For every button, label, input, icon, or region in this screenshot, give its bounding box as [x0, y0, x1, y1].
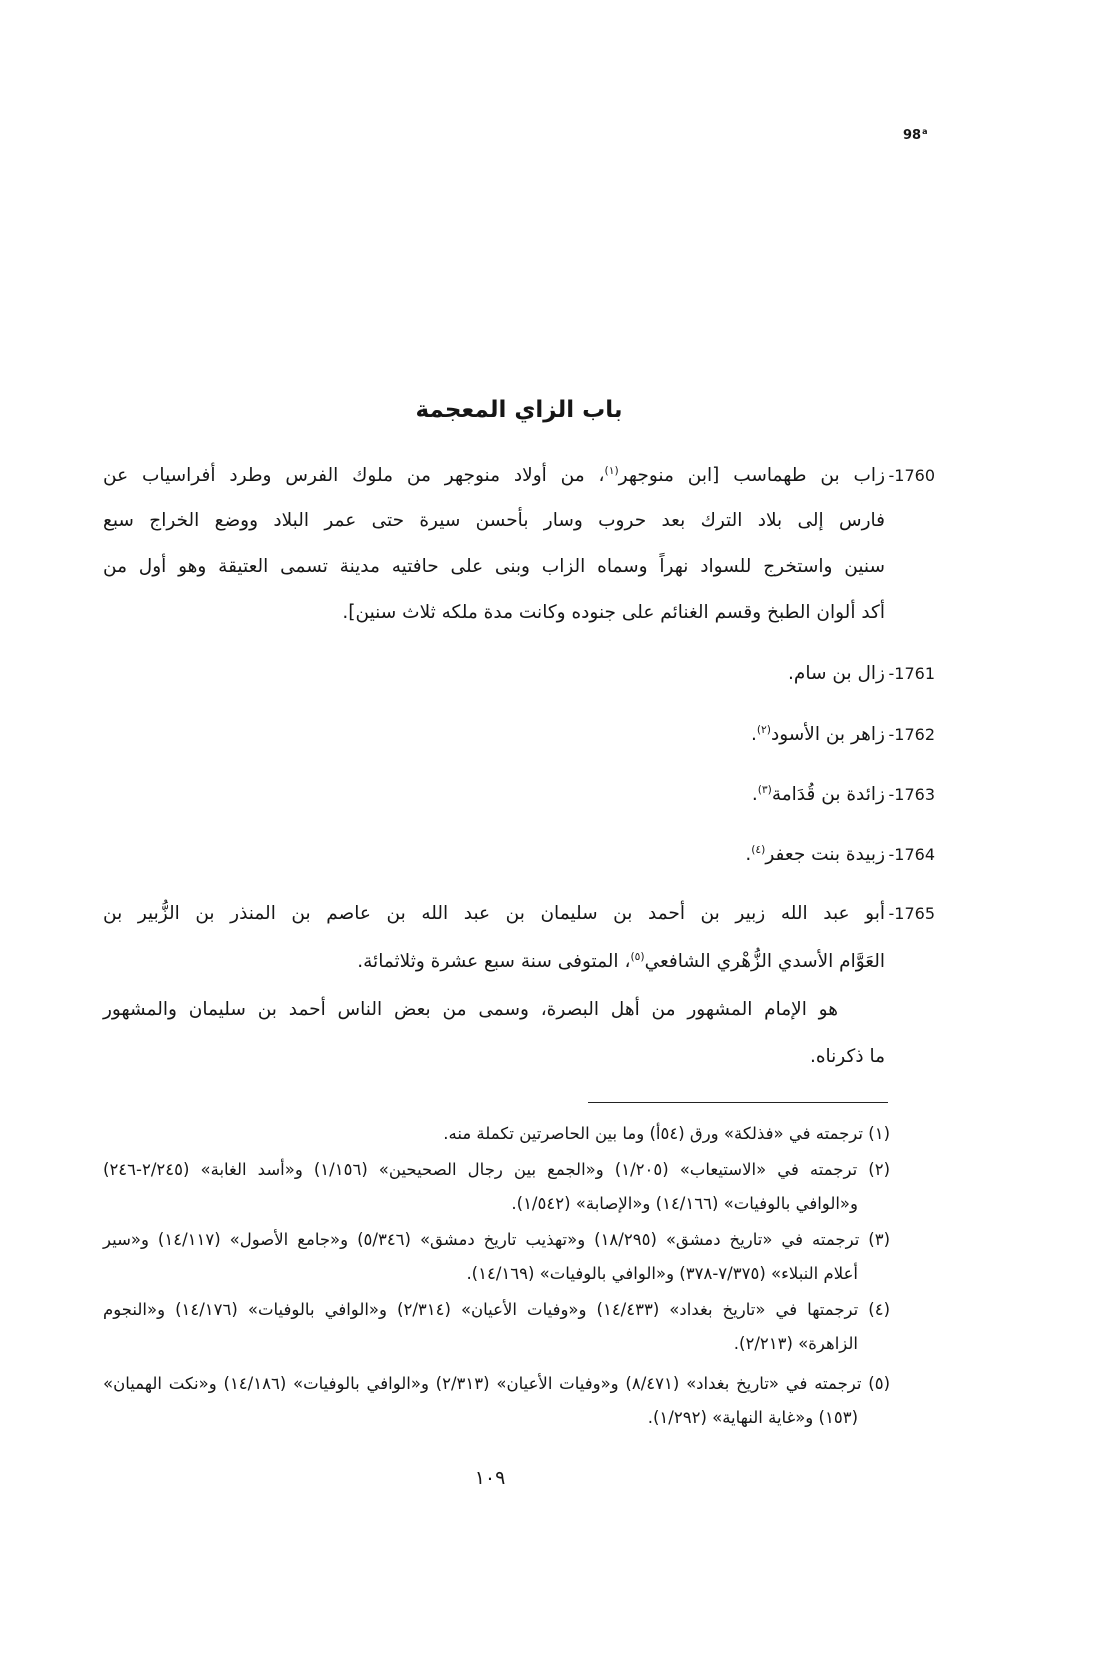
footnote-line: و«الوافي بالوفيات» (١٤/١٦٦) و«الإصابة» (١/٥٤٢). [511, 1194, 858, 1213]
entry-text-line [103, 775, 885, 815]
entry-number: 1764- [888, 845, 935, 864]
footnote-marker: (٣) [757, 782, 772, 796]
entry-text: . [751, 784, 758, 805]
footnote-line: (٢) ترجمته في «الاستيعاب» (١/٢٠٥) و«الجمع بين رجال الصحيحين» (١/١٥٦) و«أسد الغابة» (٢/٢٤٥-٢٤٦) [103, 1160, 890, 1179]
folio-number: 98 [903, 128, 922, 143]
entry-text: . [745, 844, 752, 865]
page-number: ١٠٩ [474, 1467, 506, 1489]
entry-number: 1762- [888, 725, 935, 744]
footnote-line: الزاهرة» (٢/٢١٣). [733, 1334, 858, 1353]
entry-text-line [103, 715, 885, 755]
entry-number: 1763- [888, 785, 935, 804]
entry-text-line: سنين واستخرج للسواد نهراً وسماه الزاب وبنى على حافتيه مدينة تسمى العتيقة وهو أول من [103, 556, 885, 577]
footnote-marker: (١) [604, 463, 619, 477]
folio-suffix: a [922, 127, 928, 136]
entry-text: زبيدة بنت جعفر [765, 844, 885, 865]
entry-body-line: ما ذكرناه. [809, 1046, 885, 1067]
entry-text-line [103, 942, 885, 982]
entry-text-line [103, 456, 885, 496]
entry-text: ، من أولاد منوجهر من ملوك الفرس وطرد أفراسياب عن [103, 465, 605, 486]
footnote-marker: (٥) [630, 949, 645, 963]
footnote-marker: (٤) [751, 842, 766, 856]
entry-text-line: أبو عبد الله زبير بن أحمد بن سليمان بن عبد الله بن عاصم بن المنذر بن الزُّبير بن [103, 903, 885, 924]
entry-number: 1760- [888, 466, 935, 485]
entry-text: زاب بن طهماسب [ابن منوجهر [618, 465, 885, 486]
entry-number: 1765- [888, 904, 935, 923]
entry-text: ، المتوفى سنة سبع عشرة وثلاثمائة. [357, 951, 631, 972]
footnote-line: (٣) ترجمته في «تاريخ دمشق» (١٨/٢٩٥) و«تهذيب تاريخ دمشق» (٥/٣٤٦) و«جامع الأصول» (١٤/١١٧) و«سير [103, 1230, 890, 1249]
footnote-line: (٤) ترجمتها في «تاريخ بغداد» (١٤/٤٣٣) و«وفيات الأعيان» (٢/٣١٤) و«الوافي بالوفيات» (١٤/١٧٦) و«النجوم [103, 1300, 890, 1319]
entry-text: زائدة بن قُدَامة [771, 784, 885, 805]
footnote-line: أعلام النبلاء» (٧/٣٧٥-٣٧٨) و«الوافي بالوفيات» (١٤/١٦٩). [466, 1264, 858, 1283]
footnote-marker: (٢) [756, 722, 771, 736]
entry-text: العَوَّام الأسدي الزُّهْري الشافعي [644, 951, 885, 972]
entry-text-line: فارس إلى بلاد الترك بعد حروب وسار بأحسن سيرة حتى عمر البلاد ووضع الخراج سبع [103, 510, 885, 531]
footnote-line: (١٥٣) و«غاية النهاية» (١/٢٩٢). [647, 1408, 858, 1427]
footnote-line: (١) ترجمته في «فذلكة» ورق (٥٤أ) وما بين الحاصرتين تكملة منه. [443, 1124, 890, 1143]
folio-mark [903, 128, 928, 143]
entry-text: . [750, 724, 757, 745]
entry-number: 1761- [888, 664, 935, 683]
entry-text-line: زال بن سام. [788, 663, 885, 684]
entry-text-line: أكد ألوان الطبخ وقسم الغنائم على جنوده وكانت مدة ملكه ثلاث سنين]. [342, 602, 885, 623]
entry-text-line [103, 835, 885, 875]
entry-body-line: هو الإمام المشهور من أهل البصرة، وسمى من بعض الناس أحمد بن سليمان والمشهور [103, 999, 838, 1020]
footnote-separator [588, 1102, 888, 1103]
chapter-heading: باب الزاي المعجمة [415, 397, 623, 423]
entry-text: زاهر بن الأسود [770, 724, 885, 745]
footnote-line: (٥) ترجمته في «تاريخ بغداد» (٨/٤٧١) و«وفيات الأعيان» (٢/٣١٣) و«الوافي بالوفيات» (١٤/١٨٦) و«نكت الهميان» [103, 1374, 890, 1393]
